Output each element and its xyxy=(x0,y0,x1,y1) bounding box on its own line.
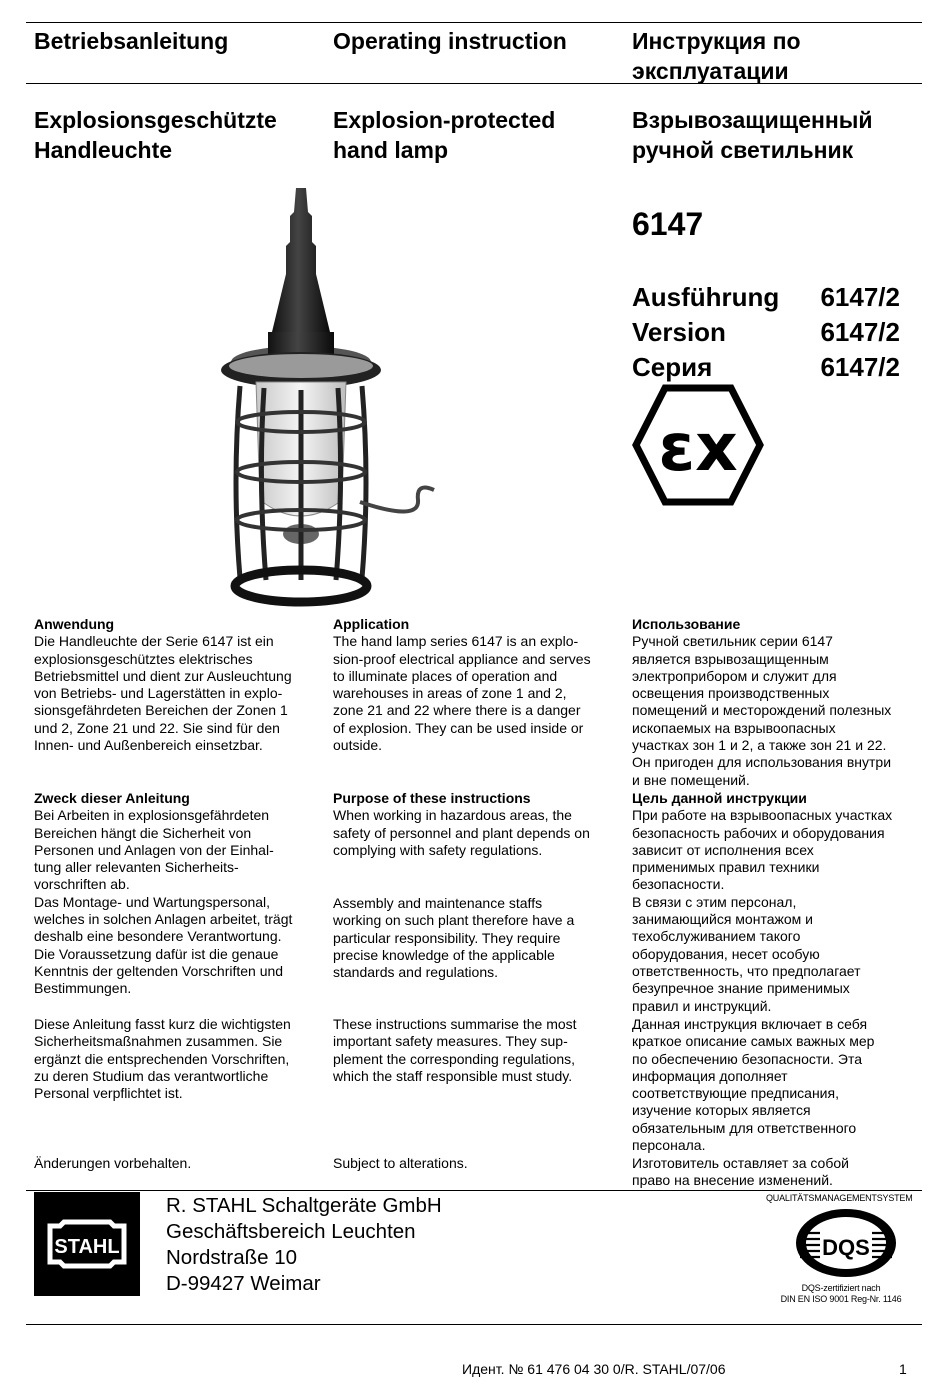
summary-paragraph-ru: Данная инструкция включает в себя краткое описание самых важных мер по обеспечению безопасности. Эта информация дополняет соответствующие предписания, изучение которых является обязательным для ответственного персонала. xyxy=(632,1016,875,1154)
qms-label: QUALITÄTSMANAGEMENTSYSTEM xyxy=(766,1193,913,1203)
address-line: D-99427 Weimar xyxy=(166,1272,321,1295)
ex-explosion-protection-icon xyxy=(632,384,764,506)
section-body: When working in hazardous areas, the safety of personnel and plant depends on complying with safety regulations. xyxy=(333,807,590,858)
version-label: Ausführung xyxy=(632,282,780,312)
section-body: Die Handleuchte der Serie 6147 ist ein explosionsgeschütztes elektrisches Betriebsmittel und dient zur Ausleuchtung von Betriebs- und Lagerstätten in explo- sionsgefährdeten Bereichen der Zonen 1 und 2, Zone 21 und 22. Sie sind für den Innen- und Außenbereich einsetzbar. xyxy=(34,633,292,754)
page-number: 1 xyxy=(899,1361,907,1377)
address-line: Nordstraße 10 xyxy=(166,1246,298,1269)
alterations-ru: Изготовитель оставляет за собой право на внесение изменений. xyxy=(632,1155,849,1189)
product-title-ru: Взрывозащищенный ручной светильник xyxy=(632,107,873,163)
version-value: 6147/2 xyxy=(820,282,900,312)
alterations-de: Änderungen vorbehalten. xyxy=(34,1155,192,1171)
document-id: Идент. № 61 476 04 30 0/R. STAHL/07/06 xyxy=(462,1361,726,1377)
version-row xyxy=(632,350,900,385)
company-address xyxy=(166,1193,442,1297)
product-title-de: Explosionsgeschützte Handleuchte xyxy=(34,107,277,163)
section-body: Bei Arbeiten in explosionsgefährdeten Bereichen hängt die Sicherheit von Personen und Anlagen von der Einhal- tung aller relevanten Sicherheits- vorschriften ab. Das Montage- und Wartungspersonal, welches in solchen Anlagen arbeitet, trägt deshalb eine besondere Verantwortung. Die Voraussetzung dafür ist die genaue Kenntnis der geltenden Vorschriften und Bestimmungen. xyxy=(34,807,293,997)
version-list xyxy=(632,280,922,385)
section-body: Ручной светильник серии 6147 является взрывозащищенным электроприбором и служит для освещения производственных помещений и месторождений полезных ископаемых на взрывоопасных участках зон 1 и 2, а также зон 21 и 22. Он пригоден для использования внутри и вне помещений. xyxy=(632,633,892,788)
version-value: 6147/2 xyxy=(820,352,900,382)
header-rule xyxy=(26,83,922,84)
section-heading: Использование xyxy=(632,616,741,632)
section-heading: Zweck dieser Anleitung xyxy=(34,790,190,806)
section-purpose-ru xyxy=(632,790,917,1015)
header-ru: Инструкция по эксплуатации xyxy=(632,28,801,84)
section-heading: Application xyxy=(333,616,410,632)
stahl-logo-text: STAHL xyxy=(54,1236,120,1258)
model-number: 6147 xyxy=(632,206,704,242)
dqs-certification-logo xyxy=(794,1205,898,1281)
summary-paragraph-de: Diese Anleitung fasst kurz die wichtigsten Sicherheitsmaßnahmen zusammen. Sie ergänzt die entsprechenden Vorschriften, zu deren Studium das verantwortliche Personal verpflichtet ist. xyxy=(34,1016,291,1102)
stahl-logo-mark xyxy=(34,1192,140,1296)
section-application-en xyxy=(333,616,618,754)
section-application-de xyxy=(34,616,319,754)
section-body: The hand lamp series 6147 is an explo- sion-proof electrical appliance and serves to illuminate places of operation and warehouses in areas of zone 1 and 2, zone 21 and 22 where there is a danger of explosion. They can be used inside or outside. xyxy=(333,633,591,754)
section-heading: Anwendung xyxy=(34,616,115,632)
dqs-logo-text: DQS xyxy=(822,1235,870,1260)
section-purpose-de xyxy=(34,790,319,998)
address-line: R. STAHL Schaltgeräte GmbH xyxy=(166,1194,442,1217)
address-line: Geschäftsbereich Leuchten xyxy=(166,1220,416,1243)
version-row xyxy=(632,315,900,350)
version-label: Version xyxy=(632,317,726,347)
version-row xyxy=(632,280,900,315)
ex-symbol-text: εx xyxy=(658,409,738,486)
section-heading: Purpose of these instructions xyxy=(333,790,531,806)
company-rule xyxy=(26,1190,922,1191)
section-application-ru xyxy=(632,616,917,789)
summary-paragraph-en: These instructions summarise the most important safety measures. They sup- plement the corresponding regulations, which the staff responsible must study. xyxy=(333,1016,577,1084)
top-rule xyxy=(26,22,922,23)
header-de: Betriebsanleitung xyxy=(34,28,229,54)
version-value: 6147/2 xyxy=(820,317,900,347)
cert-line-1: DQS-zertifiziert nach xyxy=(801,1283,881,1293)
version-label: Серия xyxy=(632,352,713,382)
hand-lamp-image xyxy=(220,182,460,610)
cert-line-2: DIN EN ISO 9001 Reg-Nr. 1146 xyxy=(780,1294,902,1304)
assembly-paragraph-en: Assembly and maintenance staffs working on such plant therefore have a particular responsibility. They require precise knowledge of the applicable standards and regulations. xyxy=(333,895,575,981)
stahl-logo xyxy=(34,1192,140,1296)
header-en: Operating instruction xyxy=(333,28,567,54)
section-purpose-en xyxy=(333,790,618,859)
product-title-en: Explosion-protected hand lamp xyxy=(333,107,556,163)
section-body: При работе на взрывоопасных участках безопасность рабочих и оборудования зависит от исполнения всех применимых правил техники безопасности. В связи с этим персонал, занимающийся монтажом и техобслуживанием такого оборудования, несет особую ответственность, что предполагает безупречное знание применимых правил и инструкций. xyxy=(632,807,893,1014)
footer-rule xyxy=(26,1324,922,1325)
alterations-en: Subject to alterations. xyxy=(333,1155,468,1171)
section-heading: Цель данной инструкции xyxy=(632,790,807,806)
